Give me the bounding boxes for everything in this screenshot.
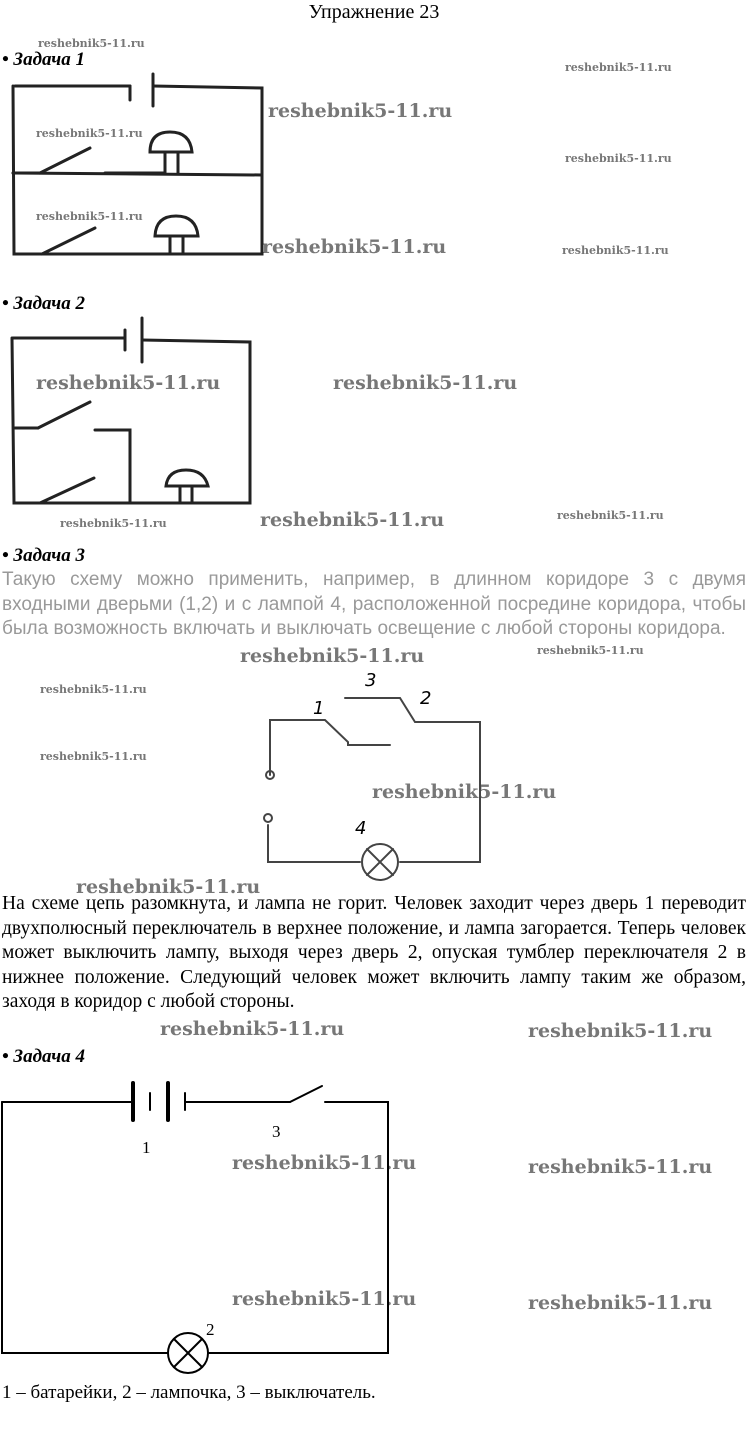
switch-label: 3 <box>272 1122 281 1141</box>
task-2-heading: • Задача 2 <box>2 293 85 314</box>
watermark: reshebnik5-11.ru <box>565 61 672 74</box>
watermark: reshebnik5-11.ru <box>232 1288 417 1310</box>
watermark: reshebnik5-11.ru <box>528 1020 713 1042</box>
watermark: reshebnik5-11.ru <box>38 37 145 50</box>
watermark: reshebnik5-11.ru <box>537 644 644 657</box>
watermark: reshebnik5-11.ru <box>60 517 167 530</box>
task-3-heading: • Задача 3 <box>2 545 85 566</box>
task-3-explanation-text: На схеме цепь разомкнута, и лампа не горит. Человек заходит через дверь 1 переводит двухполюсный переключатель в верхнее положение, и лампа загорается. Теперь человек может выключить лампу, выходя через дверь 2, опуская тумблер переключателя 2 в нижнее положение. Следующий человек может включить лампу таким же образом, заходя в коридор с любой стороны. <box>2 893 746 1012</box>
lamp-4-label: 4 <box>355 818 367 839</box>
task-4-heading: • Задача 4 <box>2 1046 85 1067</box>
watermark: reshebnik5-11.ru <box>333 372 518 394</box>
watermark: reshebnik5-11.ru <box>528 1156 713 1178</box>
corridor-3-label: 3 <box>365 670 377 691</box>
task-1-heading: • Задача 1 <box>2 49 85 70</box>
watermark: reshebnik5-11.ru <box>36 372 221 394</box>
watermark: reshebnik5-11.ru <box>262 236 447 258</box>
watermark: reshebnik5-11.ru <box>372 781 557 803</box>
watermark: reshebnik5-11.ru <box>160 1018 345 1040</box>
battery-label: 1 <box>142 1138 151 1157</box>
watermark: reshebnik5-11.ru <box>40 750 147 763</box>
watermark: reshebnik5-11.ru <box>528 1292 713 1314</box>
watermark: reshebnik5-11.ru <box>232 1152 417 1174</box>
page-title: Упражнение 23 <box>308 1 440 23</box>
switch-1-label: 1 <box>313 698 325 719</box>
task-4-legend: 1 – батарейки, 2 – лампочка, 3 – выключатель. <box>2 1382 376 1403</box>
watermark: reshebnik5-11.ru <box>268 100 453 122</box>
watermark: reshebnik5-11.ru <box>76 876 261 898</box>
lamp-label: 2 <box>206 1320 215 1339</box>
watermark: reshebnik5-11.ru <box>562 244 669 257</box>
task-3-intro-text: Такую схему можно применить, например, в длинном коридоре 3 с двумя входными дверьми (1,2) и с лампой 4, расположенной посредине коридора, чтобы была возможность включать и выключать освещение с любой стороны коридора. <box>2 569 746 639</box>
watermark: reshebnik5-11.ru <box>240 645 425 667</box>
watermark: reshebnik5-11.ru <box>36 127 143 140</box>
watermark: reshebnik5-11.ru <box>565 152 672 165</box>
switch-2-label: 2 <box>420 688 432 709</box>
watermark: reshebnik5-11.ru <box>557 509 664 522</box>
watermark: reshebnik5-11.ru <box>36 210 143 223</box>
watermark: reshebnik5-11.ru <box>40 683 147 696</box>
watermark: reshebnik5-11.ru <box>260 509 445 531</box>
